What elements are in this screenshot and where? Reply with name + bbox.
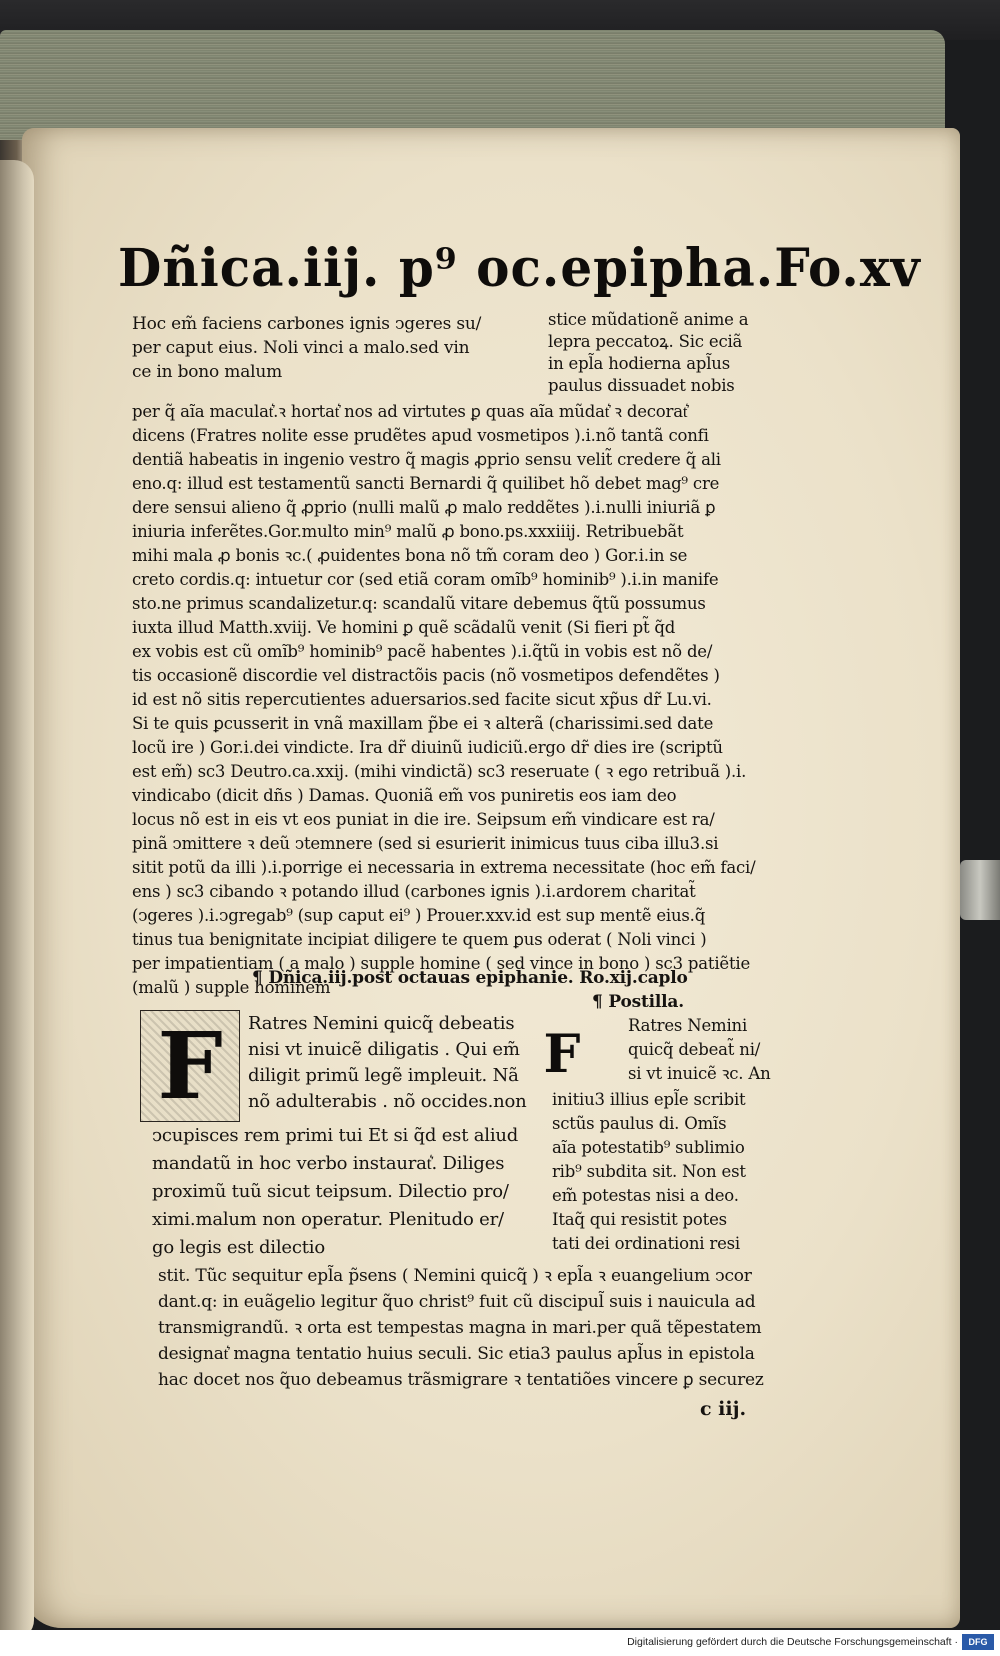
- text-line: nõ adulterabis . nõ occides.non: [248, 1091, 527, 1112]
- section-title: ¶ Dñica.iij.post octauas epiphanie. Ro.xij.caplo: [252, 968, 688, 988]
- text-line: id est nõ sitis repercutientes aduersarios.sed facite sicut xp̃us dr̃ Lu.vi.: [132, 690, 712, 709]
- text-line: mihi mala ꝓ bonis ꝛc.( ꝓuidentes bona nõ tm̃ coram deo ) Gor.i.in se: [132, 546, 688, 565]
- text-line: Ratres Nemini quicq̃ debeatis: [248, 1013, 515, 1034]
- text-line: sctũs paulus di. Omĩs: [552, 1114, 727, 1133]
- text-line: diligit primũ legẽ impleuit. Nã: [248, 1065, 519, 1086]
- text-line: (ↄgeres ).i.ↄgregab⁹ (sup caput ei⁹ ) Prouer.xxv.id est sup mentẽ eius.q̃: [132, 906, 706, 925]
- text-line: stit. Tũc sequitur epl̃a p̃sens ( Nemini quicq̃ ) ꝛ epl̃a ꝛ euangelium ↄcor: [158, 1266, 752, 1286]
- text-line: nisi vt inuicẽ diligatis . Qui em̃: [248, 1039, 520, 1060]
- text-line: ximi.malum non operatur. Plenitudo er/: [152, 1209, 504, 1230]
- text-line: hac docet nos q̃uo debeamus trãsmigrare ꝛ tentatiões vincere ꝑ securez: [158, 1370, 764, 1390]
- text-line: initiu3 illius epl̃e scribit: [552, 1090, 746, 1109]
- text-line: locũ ire ) Gor.i.dei vindicte. Ira dr̃ diuinũ iudiciũ.ergo dr̃ dies ire (scriptũ: [132, 738, 723, 757]
- text-line: mandatũ in hoc verbo instaurat͛. Diliges: [152, 1153, 505, 1174]
- text-line: ce in bono malum: [132, 362, 283, 382]
- text-line: per impatientiam ( a malo ) supple homine ( sed vince in bono ) sc3 patiẽtie: [132, 954, 751, 973]
- text-line: transmigrandũ. ꝛ orta est tempestas magna in mari.per quã tẽpestatem: [158, 1318, 762, 1338]
- text-line: pinã ↄmittere ꝛ deũ ↄtemnere (sed si esurierit inimicus tuus ciba illu3.si: [132, 834, 719, 853]
- drop-cap: F: [140, 1010, 240, 1122]
- text-line: est em̃) sc3 Deutro.ca.xxij. (mihi vindictã) sc3 reseruate ( ꝛ ego retribuã ).i.: [132, 762, 747, 781]
- clasp: [960, 860, 1000, 920]
- text-line: Itaq̃ qui resistit potes: [552, 1210, 727, 1229]
- text-line: em̃ potestas nisi a deo.: [552, 1186, 739, 1205]
- text-line: per q̃ aĩa maculat͛.ꝛ hortat͛ nos ad virtutes ꝑ quas aĩa mũdat͛ ꝛ decorat͛: [132, 402, 688, 421]
- text-line: ex vobis est cũ omĩb⁹ hominib⁹ pacẽ habentes ).i.q̃tũ in vobis est nõ de/: [132, 642, 713, 661]
- page-header: Dñica.iij. p⁹ oc.epipha.Fo.xv: [118, 236, 921, 299]
- text-line: proximũ tuũ sicut teipsum. Dilectio pro/: [152, 1181, 509, 1202]
- text-line: dere sensui alieno q̃ ꝓprio (nulli malũ ꝓ malo reddẽtes ).i.nulli iniuriã ꝑ: [132, 498, 716, 517]
- text-line: iniuria inferẽtes.Gor.multo min⁹ malũ ꝓ bono.ps.xxxiiij. Retribuebãt: [132, 522, 684, 541]
- text-line: lepra peccatoꝝ. Sic eciã: [548, 332, 743, 351]
- text-line: paulus dissuadet nobis: [548, 376, 735, 395]
- text-line: in epl̃a hodierna apl̃us: [548, 354, 730, 373]
- text-line: tinus tua benignitate incipiat diligere te quem ꝑus oderat ( Noli vinci ): [132, 930, 707, 949]
- text-line: si vt inuicẽ ꝛc. An: [628, 1064, 771, 1083]
- text-line: tis occasionẽ discordie vel distractõis pacis (nõ vosmetipos defendẽtes ): [132, 666, 720, 685]
- text-line: sto.ne primus scandalizetur.q: scandalũ vitare debemus q̃tũ possumus: [132, 594, 706, 613]
- text-line: (malũ ) supple hominem: [132, 978, 331, 997]
- text-line: designat͛ magna tentatio huius seculi. Sic etia3 paulus apl̃us in epistola: [158, 1344, 755, 1364]
- text-line: locus nõ est in eis vt eos puniat in die ire. Seipsum em̃ vindicare est ra/: [132, 810, 715, 829]
- text-line: stice mũdationẽ anime a: [548, 310, 749, 329]
- text-line: dentiã habeatis in ingenio vestro q̃ magis ꝓprio sensu velit̃ credere q̃ ali: [132, 450, 721, 469]
- text-line: dant.q: in euãgelio legitur q̃uo christ⁹ fuit cũ discipul̃ suis i nauicula ad: [158, 1292, 756, 1312]
- text-line: sitit potũ da illi ).i.porrige ei necessaria in extrema necessitate (hoc em̃ faci/: [132, 858, 756, 877]
- text-line: aĩa potestatib⁹ sublimio: [552, 1138, 745, 1157]
- text-line: rib⁹ subdita sit. Non est: [552, 1162, 746, 1181]
- text-line: Hoc em̃ faciens carbones ignis ↄgeres su/: [132, 314, 482, 334]
- text-line: tati dei ordinationi resi: [552, 1234, 740, 1253]
- postilla-title: ¶ Postilla.: [592, 992, 684, 1012]
- postilla-drop-cap: F: [543, 1024, 581, 1085]
- text-line: dicens (Fratres nolite esse prudẽtes apud vosmetipos ).i.nõ tantã confi: [132, 426, 709, 445]
- text-line: vindicabo (dicit dñs ) Damas. Quoniã em̃ vos puniretis eos iam deo: [132, 786, 677, 805]
- text-line: go legis est dilectio: [152, 1237, 325, 1258]
- text-line: creto cordis.q: intuetur cor (sed etiã coram omĩb⁹ hominib⁹ ).i.in manife: [132, 570, 719, 589]
- text-line: Ratres Nemini: [628, 1016, 748, 1035]
- text-line: ens ) sc3 cibando ꝛ potando illud (carbones ignis ).i.ardorem charitat̃: [132, 882, 696, 901]
- text-line: iuxta illud Matth.xviij. Ve homini ꝑ quẽ scãdalũ venit (Si fieri pt̃ q̃d: [132, 618, 676, 637]
- text-line: per caput eius. Noli vinci a malo.sed vin: [132, 338, 470, 358]
- text-line: eno.q: illud est testamentũ sancti Bernardi q̃ quilibet hõ debet mag⁹ cre: [132, 474, 720, 493]
- text-line: quicq̃ debeat̃ ni/: [628, 1040, 761, 1059]
- footer-credit: Digitalisierung gefördert durch die Deutsche Forschungsgemeinschaft ·: [627, 1636, 958, 1648]
- left-page-edge: [0, 160, 34, 1640]
- text-line: ↄcupisces rem primi tui Et si q̃d est aliud: [152, 1125, 519, 1146]
- text-line: Si te quis ꝑcusserit in vnã maxillam p̃be ei ꝛ alterã (charissimi.sed date: [132, 714, 714, 733]
- dfg-logo: DFG: [962, 1634, 994, 1650]
- signature-mark: c iij.: [700, 1398, 747, 1420]
